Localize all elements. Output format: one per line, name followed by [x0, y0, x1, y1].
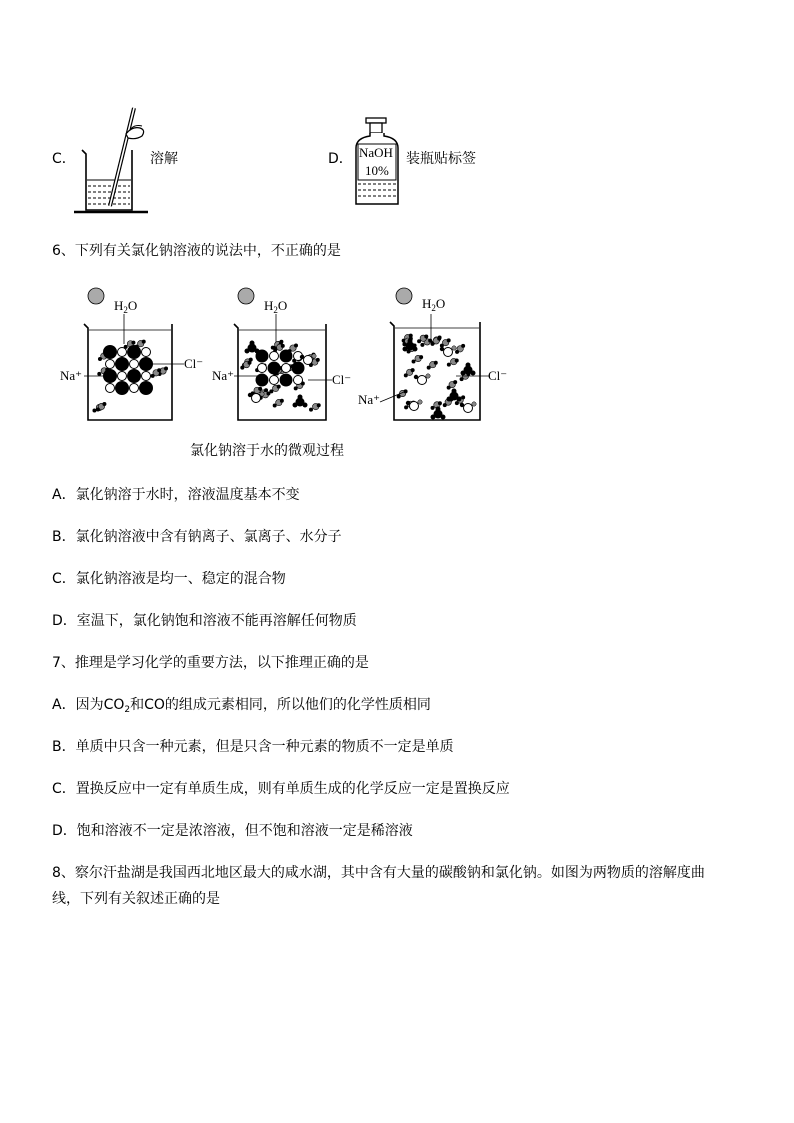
- water-molecule-hydrogen: [431, 415, 436, 420]
- water-molecule-hydrogen: [255, 349, 260, 354]
- water-molecule-hydrogen: [298, 395, 303, 400]
- sodium-ion: [282, 364, 291, 373]
- cl-ion-label-1: Cl⁻: [184, 356, 204, 371]
- chloride-ion: [127, 345, 141, 359]
- water-molecule-hydrogen: [92, 408, 96, 412]
- water-molecule-hydrogen: [250, 341, 255, 346]
- bottle-label-formula: NaOH: [359, 145, 393, 160]
- water-molecule-hydrogen: [96, 408, 100, 412]
- sodium-ion: [410, 402, 419, 411]
- water-molecule-hydrogen: [424, 334, 428, 338]
- sodium-ion: [258, 364, 267, 373]
- na-ion-label-2: Na⁺: [212, 368, 235, 383]
- water-molecule-hydrogen: [428, 339, 432, 343]
- option-c-text: 溶解: [150, 151, 178, 167]
- water-molecule-legend: [88, 288, 104, 304]
- water-molecule-oxygen: [426, 374, 430, 378]
- water-molecule-legend: [238, 288, 254, 304]
- cl-ion-label-3: Cl⁻: [488, 368, 508, 383]
- sodium-ion: [142, 372, 151, 381]
- bottle-label-concentration: 10%: [365, 163, 389, 178]
- water-molecule-hydrogen: [453, 380, 457, 384]
- water-molecule-hydrogen: [452, 389, 457, 394]
- water-molecule-hydrogen: [293, 403, 298, 408]
- chloride-ion: [268, 362, 281, 375]
- water-molecule-hydrogen: [248, 393, 252, 397]
- cl-ion-label-2: Cl⁻: [332, 372, 352, 387]
- q7-stem: 7、推理是学习化学的重要方法，以下推理正确的是: [52, 655, 369, 671]
- water-molecule-hydrogen: [461, 371, 466, 376]
- water-label-3: $H_2O$: [422, 296, 446, 313]
- water-molecule-hydrogen: [460, 377, 464, 381]
- q6-stem: 6、下列有关氯化钠溶液的说法中，不正确的是: [52, 243, 341, 259]
- water-molecule-hydrogen: [151, 374, 155, 378]
- water-molecule-hydrogen: [455, 401, 459, 405]
- water-molecule-hydrogen: [245, 349, 250, 354]
- q8-stem-line-1: 8、察尔汗盐湖是我国西北地区最大的咸水湖，其中含有大量的碳酸钠和氯化钠。如图为两物质的溶解度曲: [52, 865, 705, 881]
- q7-option-d: D．饱和溶液不一定是浓溶液，但不饱和溶液一定是稀溶液: [52, 823, 413, 839]
- sodium-ion: [270, 352, 279, 361]
- chloride-ion: [256, 374, 269, 387]
- water-molecule-oxygen: [418, 400, 422, 404]
- water-molecule-oxygen: [312, 354, 316, 358]
- water-molecule-hydrogen: [294, 344, 298, 348]
- q6-option-a: A．氯化钠溶于水时，溶液温度基本不变: [52, 487, 300, 503]
- q6-option-c: C．氯化钠溶液是均一、稳定的混合物: [52, 571, 286, 587]
- water-molecule-legend: [396, 288, 412, 304]
- chloride-ion: [292, 362, 305, 375]
- q7-option-c: C．置换反应中一定有单质生成，则有单质生成的化学反应一定是置换反应: [52, 781, 510, 797]
- water-molecule-hydrogen: [97, 372, 101, 376]
- water-molecule-hydrogen: [164, 366, 168, 370]
- chloride-ion: [127, 369, 141, 383]
- sodium-ion: [294, 376, 303, 385]
- chloride-ion: [115, 381, 129, 395]
- water-molecule-hydrogen: [461, 395, 465, 399]
- water-molecule-hydrogen: [434, 361, 438, 365]
- water-molecule-hydrogen: [431, 406, 435, 410]
- water-molecule-hydrogen: [443, 403, 447, 407]
- water-molecule-oxygen: [260, 392, 264, 396]
- water-label-1: $H_2O$: [114, 298, 138, 315]
- sodium-ion: [106, 384, 115, 393]
- water-molecule-hydrogen: [471, 371, 476, 376]
- water-molecule-hydrogen: [414, 375, 418, 379]
- water-molecule-hydrogen: [437, 337, 441, 341]
- water-molecule-hydrogen: [419, 355, 423, 359]
- water-molecule-hydrogen: [441, 415, 446, 420]
- q8-stem-line-2: 线，下列有关叙述正确的是: [52, 891, 220, 907]
- water-molecule-hydrogen: [309, 408, 313, 412]
- water-molecule-hydrogen: [406, 401, 410, 405]
- q6-figure-caption: 氯化钠溶于水的微观过程: [190, 443, 344, 459]
- water-molecule-hydrogen: [316, 358, 320, 362]
- water-molecule-hydrogen: [436, 407, 441, 412]
- water-molecule-hydrogen: [430, 342, 434, 346]
- water-molecule-hydrogen: [447, 397, 452, 402]
- sodium-ion: [130, 384, 139, 393]
- water-molecule-hydrogen: [427, 366, 431, 370]
- q7-option-b: B．单质中只含一种元素，但是只含一种元素的物质不一定是单质: [52, 739, 454, 755]
- option-d-text: 装瓶贴标签: [406, 151, 476, 167]
- nacl-dissolution-figure: [58, 284, 508, 424]
- water-molecule-hydrogen: [455, 350, 459, 354]
- q6-option-b: B．氯化钠溶液中含有钠离子、氯离子、水分子: [52, 529, 342, 545]
- chloride-ion: [280, 374, 293, 387]
- water-molecule-oxygen: [452, 346, 456, 350]
- water-molecule-hydrogen: [420, 343, 424, 347]
- water-molecule-hydrogen: [142, 340, 146, 344]
- water-molecule-hydrogen: [240, 366, 244, 370]
- sodium-ion: [444, 348, 453, 357]
- water-molecule-hydrogen: [281, 344, 285, 348]
- water-molecule-hydrogen: [413, 347, 418, 352]
- water-molecule-hydrogen: [404, 373, 408, 377]
- water-molecule-hydrogen: [294, 386, 298, 390]
- water-molecule-hydrogen: [447, 386, 451, 390]
- water-molecule-hydrogen: [417, 339, 421, 343]
- water-molecule-hydrogen: [440, 347, 444, 351]
- water-molecule-hydrogen: [457, 397, 462, 402]
- water-molecule-hydrogen: [102, 402, 106, 406]
- water-molecule-hydrogen: [131, 341, 135, 345]
- q6-option-d: D．室温下，氯化钠饱和溶液不能再溶解任何物质: [52, 613, 357, 629]
- water-molecule-hydrogen: [248, 361, 252, 365]
- water-molecule-hydrogen: [98, 357, 102, 361]
- chloride-ion: [280, 350, 293, 363]
- water-molecule-hydrogen: [460, 403, 464, 407]
- option-c-letter: C．: [52, 151, 76, 167]
- water-molecule-hydrogen: [438, 401, 442, 405]
- water-molecule-hydrogen: [277, 385, 281, 389]
- water-molecule-hydrogen: [403, 347, 408, 352]
- water-molecule-hydrogen: [280, 399, 284, 403]
- water-molecule-hydrogen: [317, 403, 321, 407]
- sodium-ion: [304, 356, 313, 365]
- water-molecule-hydrogen: [404, 405, 408, 409]
- water-molecule-hydrogen: [447, 363, 451, 367]
- water-molecule-hydrogen: [273, 404, 277, 408]
- water-molecule-hydrogen: [157, 368, 161, 372]
- option-d-letter: D．: [328, 151, 353, 167]
- water-label-2: $H_2O$: [264, 298, 288, 315]
- water-molecule-oxygen: [472, 402, 476, 406]
- sodium-ion: [118, 372, 127, 381]
- sodium-ion: [270, 376, 279, 385]
- water-molecule-hydrogen: [412, 359, 416, 363]
- water-molecule-hydrogen: [408, 339, 413, 344]
- water-molecule-hydrogen: [404, 389, 408, 393]
- sodium-ion: [142, 348, 151, 357]
- water-molecule-hydrogen: [461, 344, 465, 348]
- sodium-ion: [464, 404, 473, 413]
- water-molecule-hydrogen: [466, 363, 471, 368]
- water-molecule-hydrogen: [303, 403, 308, 408]
- sodium-ion: [418, 376, 427, 385]
- water-molecule-hydrogen: [411, 368, 415, 372]
- chloride-ion: [139, 381, 153, 395]
- q7-option-a: A．因为$CO_2$和CO的组成元素相同，所以他们的化学性质相同: [52, 697, 431, 715]
- sodium-ion: [118, 348, 127, 357]
- water-molecule-hydrogen: [300, 355, 304, 359]
- sodium-ion: [106, 360, 115, 369]
- reagent-bottle-illustration: [352, 116, 402, 208]
- na-ion-label-1: Na⁺: [60, 368, 83, 383]
- chloride-ion: [115, 357, 129, 371]
- na-ion-label-3: Na⁺: [358, 392, 381, 407]
- water-molecule-hydrogen: [447, 338, 451, 342]
- sodium-ion: [130, 360, 139, 369]
- water-molecule-hydrogen: [455, 359, 459, 363]
- water-molecule-hydrogen: [258, 387, 262, 391]
- chloride-ion: [103, 345, 117, 359]
- sodium-ion: [252, 394, 261, 403]
- dissolving-beaker-illustration: [72, 104, 152, 216]
- water-molecule-hydrogen: [266, 391, 270, 395]
